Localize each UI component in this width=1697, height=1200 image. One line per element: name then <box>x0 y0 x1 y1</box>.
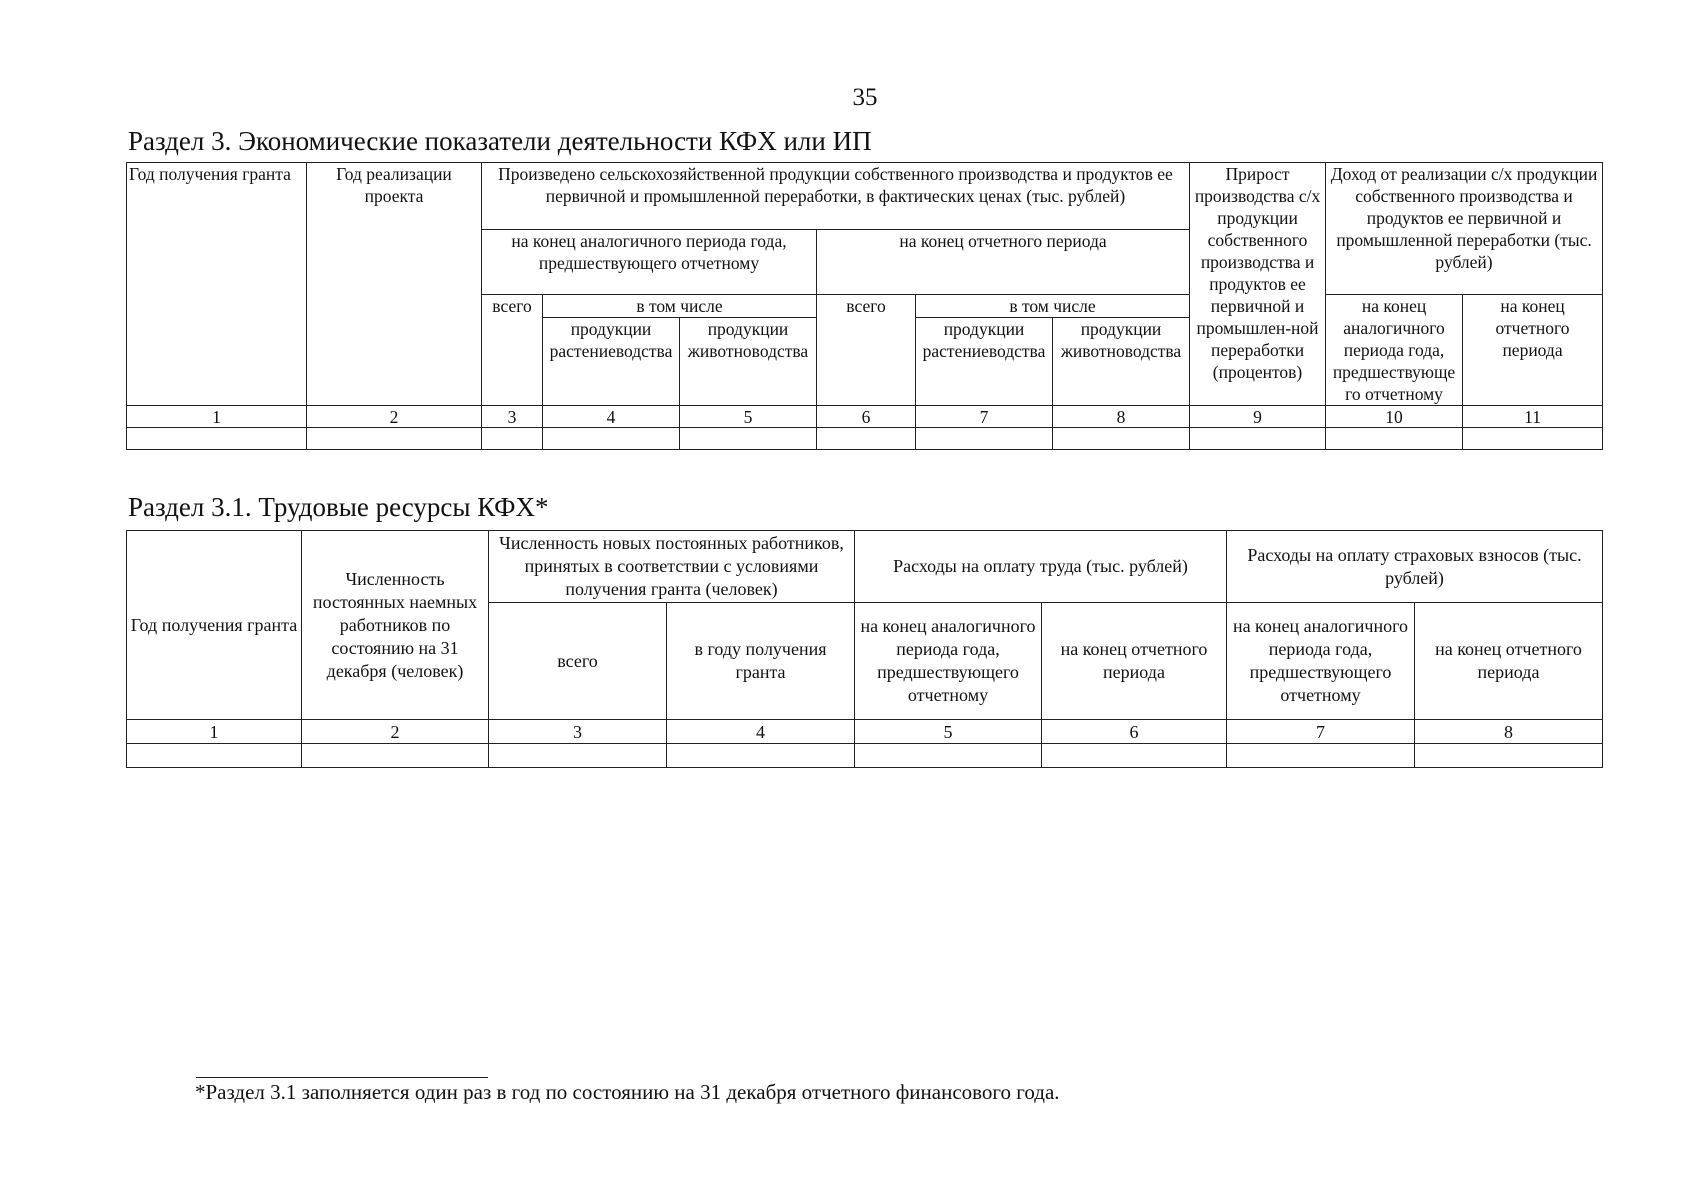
page-number: 35 <box>852 84 878 111</box>
header-livestock-prev: продукции животноводства <box>680 318 817 406</box>
column-number: 5 <box>680 406 817 428</box>
data-cell[interactable] <box>1042 744 1227 768</box>
column-number: 7 <box>1227 720 1415 744</box>
data-cell[interactable] <box>1053 428 1190 450</box>
data-cell[interactable] <box>543 428 680 450</box>
column-number: 6 <box>817 406 916 428</box>
data-cell[interactable] <box>1190 428 1326 450</box>
header-grant-year: Год получения гранта <box>127 163 307 406</box>
header-livestock-report: продукции животноводства <box>1053 318 1190 406</box>
data-cell[interactable] <box>302 744 489 768</box>
header-new-grant-year: в году получения гранта <box>667 603 855 720</box>
section-3-title: Раздел 3. Экономические показатели деятельности КФХ или ИП <box>128 126 872 156</box>
column-number-row <box>127 406 1603 428</box>
labor-resources-table <box>126 530 1603 768</box>
data-cell[interactable] <box>482 428 543 450</box>
data-cell[interactable] <box>489 744 667 768</box>
column-number: 2 <box>307 406 482 428</box>
column-number-row <box>127 720 1603 744</box>
footnote-divider <box>196 1077 488 1078</box>
column-number: 7 <box>916 406 1053 428</box>
data-cell[interactable] <box>127 428 307 450</box>
column-number: 10 <box>1326 406 1463 428</box>
column-number: 8 <box>1415 720 1603 744</box>
column-number: 6 <box>1042 720 1227 744</box>
table-row-empty <box>127 744 1603 768</box>
column-number: 2 <box>302 720 489 744</box>
header-income-prev: на конец аналогичного периода года, предшествующе го отчетному <box>1326 295 1463 406</box>
column-number: 8 <box>1053 406 1190 428</box>
column-number: 5 <box>855 720 1042 744</box>
header-income: Доход от реализации с/х продукции собственного производства и продуктов ее первичной и промышленной переработки (тыс. рублей) <box>1326 163 1603 295</box>
section-3-1-title: Раздел 3.1. Трудовые ресурсы КФХ* <box>128 492 549 522</box>
header-new-total: всего <box>489 603 667 720</box>
column-number: 1 <box>127 720 302 744</box>
header-crop-prev: продукции растениеводства <box>543 318 680 406</box>
column-number: 3 <box>482 406 543 428</box>
economic-indicators-table <box>126 162 1603 450</box>
data-cell[interactable] <box>1415 744 1603 768</box>
header-grant-year-31: Год получения гранта <box>127 531 302 720</box>
header-income-report: на конец отчетного периода <box>1463 295 1603 406</box>
column-number: 3 <box>489 720 667 744</box>
header-report-period: на конец отчетного периода <box>817 230 1190 295</box>
column-number: 4 <box>667 720 855 744</box>
data-cell[interactable] <box>916 428 1053 450</box>
header-new-staff: Численность новых постоянных работников, принятых в соответствии с условиями получения гранта (человек) <box>489 531 855 603</box>
header-including-report: в том числе <box>916 295 1190 318</box>
header-insurance-prev: на конец аналогичного периода года, предшествующего отчетному <box>1227 603 1415 720</box>
header-labor-report: на конец отчетного периода <box>1042 603 1227 720</box>
header-crop-report: продукции растениеводства <box>916 318 1053 406</box>
data-cell[interactable] <box>1227 744 1415 768</box>
header-insurance-report: на конец отчетного периода <box>1415 603 1603 720</box>
footnote: *Раздел 3.1 заполняется один раз в год по состоянию на 31 декабря отчетного финансового года. <box>195 1080 1060 1104</box>
data-cell[interactable] <box>817 428 916 450</box>
table-row-empty <box>127 428 1603 450</box>
header-produced: Произведено сельскохозяйственной продукции собственного производства и продуктов ее первичной и промышленной переработки, в фактических ценах (тыс. рублей) <box>482 163 1190 230</box>
data-cell[interactable] <box>127 744 302 768</box>
data-cell[interactable] <box>855 744 1042 768</box>
header-growth: Прирост производства с/х продукции собственного производства и продуктов ее первичной и промышлен-ной переработки (процентов) <box>1190 163 1326 406</box>
data-cell[interactable] <box>307 428 482 450</box>
header-staff-count: Численность постоянных наемных работников по состоянию на 31 декабря (человек) <box>302 531 489 720</box>
header-prev-period: на конец аналогичного периода года, предшествующего отчетному <box>482 230 817 295</box>
data-cell[interactable] <box>1463 428 1603 450</box>
data-cell[interactable] <box>680 428 817 450</box>
data-cell[interactable] <box>1326 428 1463 450</box>
header-project-year: Год реализации проекта <box>307 163 482 406</box>
column-number: 4 <box>543 406 680 428</box>
header-including-prev: в том числе <box>543 295 817 318</box>
header-total-report: всего <box>817 295 916 406</box>
column-number: 1 <box>127 406 307 428</box>
header-insurance-costs: Расходы на оплату страховых взносов (тыс. рублей) <box>1227 531 1603 603</box>
header-labor-prev: на конец аналогичного периода года, предшествующего отчетному <box>855 603 1042 720</box>
header-total-prev: всего <box>482 295 543 406</box>
header-labor-costs: Расходы на оплату труда (тыс. рублей) <box>855 531 1227 603</box>
column-number: 11 <box>1463 406 1603 428</box>
data-cell[interactable] <box>667 744 855 768</box>
column-number: 9 <box>1190 406 1326 428</box>
